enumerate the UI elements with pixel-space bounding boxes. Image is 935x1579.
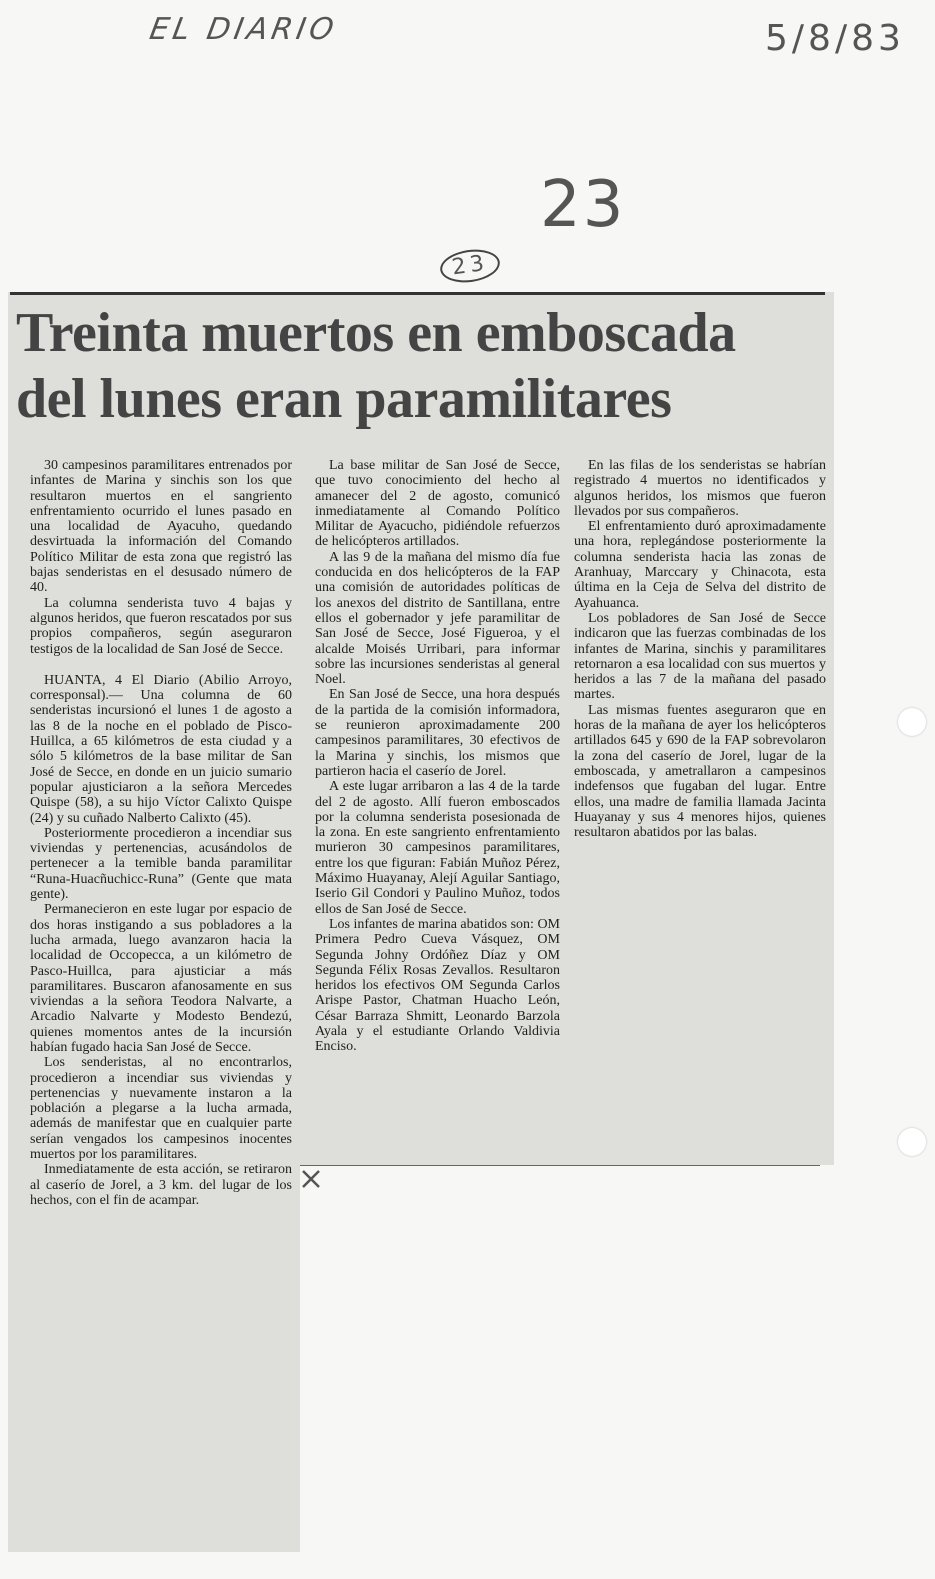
page-background	[300, 1165, 835, 1565]
dateline-paragraph: HUANTA, 4 El Diario (Abilio Arroyo, corresponsal).— Una columna de 60 senderistas incursionó el lunes 1 de agosto a las 8 de la noche en el poblado de Pisco-Huillca, a 65 kilómetros de esta ciudad y a sólo 5 kilómetros de la base militar de San José de Secce, en donde en un juicio sumario popular ajusticiaron a la señora Mercedes Quispe (58), a su hijo Víctor Calixto Quispe (24) y su cuñado Nalberto Calixto (45).	[30, 672, 292, 826]
handwritten-newspaper-name: EL DIARIO	[146, 12, 341, 47]
paragraph: Los senderistas, al no encontrarlos, procedieron a incendiar sus viviendas y pertenencias y nuevamente instaron a la población a plegarse a la lucha armada, además de manifestar que en cualquier parte serían vengados los campesinos inocentes muertos por los paramilitares.	[30, 1055, 292, 1163]
handwritten-date: 5/8/83	[765, 18, 905, 59]
paragraph: 30 campesinos paramilitares entrenados por infantes de Marina y sinchis son los que resultaron muertos en el sangriento enfrentamiento ocurrido el lunes pasado en una localidad de Ayacuho, quedando desvirtuada la información del Comando Político Militar de esta zona que registró las bajas senderistas en el desusado número de 40.	[30, 458, 292, 596]
paragraph: Permanecieron en este lugar por espacio de dos horas instigando a sus pobladores a la lucha armada, luego avanzaron hacia la localidad de Occopecca, a un kilómetro de Pasco-Huillca, para ajusticiar a más paramilitares. Buscaron afanosamente en sus viviendas a la señora Teodora Nalvarte, a Arcadio Nalvarte y Modesto Bendezú, quienes momentos antes de la incursión habían fugado hacia San José de Secce.	[30, 902, 292, 1055]
headline-line-1: Treinta muertos en emboscada	[16, 302, 736, 364]
paragraph: Los infantes de marina abatidos son: OM Primera Pedro Cueva Vásquez, OM Segunda Johny Ordóñez Díaz y OM Segunda Félix Rosas Zevallos. Resultaron heridos los efectivos OM Segunda Carlos Arispe Pastor, Chatman Huacho León, César Barraza Shmitt, Leonardo Barzola Ayala y el estudiante Orlando Valdivia Enciso.	[315, 916, 560, 1055]
paragraph: En San José de Secce, una hora después de la partida de la comisión informadora, se reunieron aproximadamente 200 campesinos paramilitares, 30 efectivos de la Marina y sinchis, los mismos que partieron hacia el caserío de Jorel.	[315, 687, 560, 779]
paragraph: A las 9 de la mañana del mismo día fue conducida en dos helicópteros de la FAP una comisión de autoridades políticas de los anexos del distrito de Santillana, entre ellos el gobernador y jefe paramilitar de San José de Secce, José Figueroa, y el alcalde Moisés Urribari, para informar sobre las incursiones senderistas al general Noel.	[315, 549, 560, 688]
article-column-1	[30, 458, 292, 1208]
paragraph: Los pobladores de San José de Secce indicaron que las fuerzas combinadas de los infantes de Marina, sinchis y paramilitares retornaron a esa localidad con sus muertos y heridos a las 7 de la mañana del pasado martes.	[574, 610, 826, 703]
paragraph: Posteriormente procedieron a incendiar sus viviendas y pertenencias, acusándolos de pertenecer a la temible banda paramilitar “Runa-Huacñuchicc-Runa” (Gente que mata gente).	[30, 825, 292, 903]
paragraph: En las filas de los senderistas se habrían registrado 4 muertos no identificados y algunos heridos, los mismos que fueron llevados por sus compañeros.	[574, 458, 826, 519]
punch-hole-icon	[898, 1128, 926, 1156]
paragraph: Las mismas fuentes aseguraron que en horas de la mañana de ayer los helicópteros artillados 645 y 690 de la FAP sobrevolaron la zona del caserío de Jorel, lugar de la emboscada, y ametrallaron a campesinos indefensos que fugaban del lugar. Entre ellos, una madre de familia llamada Jacinta Huayanay y sus 4 menores hijos, quienes resultaron abatidos por las balas.	[574, 702, 826, 841]
article-column-2	[315, 458, 560, 1055]
handwritten-page-number: 23	[540, 168, 626, 242]
handwritten-circled-number: 23	[438, 246, 502, 286]
top-rule	[10, 292, 825, 295]
punch-hole-icon	[898, 708, 926, 736]
cross-mark-icon	[300, 1168, 322, 1190]
paragraph: A este lugar arribaron a las 4 de la tarde del 2 de agosto. Allí fueron emboscados por la columna senderista posesionada de la zona. En este sangriento enfrentamiento murieron 30 campesinos paramilitares, entre los que figuran: Fabián Muñoz Pérez, Máximo Huayanay, Alejí Aguilar Santiago, Iserio Gil Condori y Paulino Muñoz, todos ellos de San José de Secce.	[315, 779, 560, 917]
clipping-cut-line	[300, 1165, 820, 1166]
paragraph: Inmediatamente de esta acción, se retiraron al caserío de Jorel, a 3 km. del lugar de los hechos, con el fin de acampar.	[30, 1162, 292, 1208]
paragraph: La columna senderista tuvo 4 bajas y algunos heridos, que fueron rescatados por sus propios compañeros, según aseguraron testigos de la localidad de San José de Secce.	[30, 595, 292, 657]
paragraph: La base militar de San José de Secce, que tuvo conocimiento del hecho al amanecer del 2 de agosto, comunicó inmediatamente al Comando Político Militar de Ayacucho, pidiéndole refuerzos de helicópteros artillados.	[315, 458, 560, 550]
paragraph: El enfrentamiento duró aproximadamente una hora, replegándose posteriormente la columna senderista hacia las zonas de Aranhuay, Marccary y Chinacota, esta última en la Ceja de Selva del distrito de Ayahuanca.	[574, 519, 826, 611]
article-column-3	[574, 458, 826, 840]
headline	[16, 300, 896, 432]
headline-line-2: del lunes eran paramilitares	[16, 368, 672, 430]
